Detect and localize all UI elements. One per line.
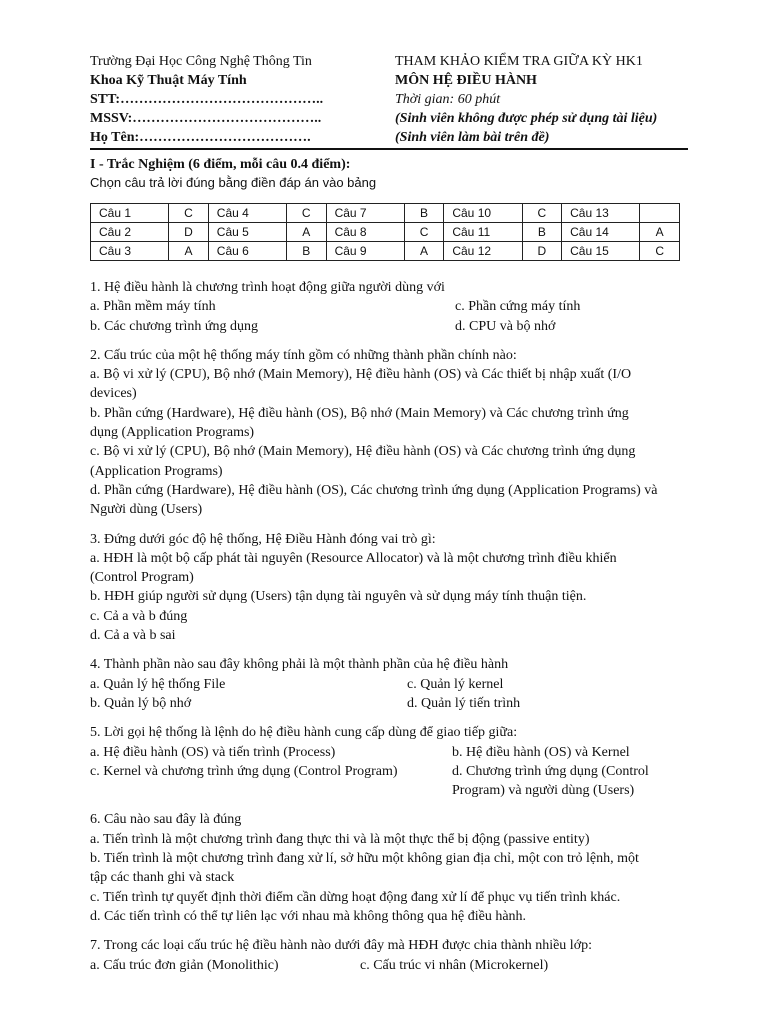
section-title: I - Trắc Nghiệm (6 điểm, mỗi câu 0.4 điểm):: [90, 157, 351, 172]
question-stem: 7. Trong các loại cấu trúc hệ điều hành nào dưới đây mà HĐH được chia thành nhiều lớp:: [90, 938, 592, 954]
exam-info: [395, 52, 715, 147]
question-number-cell: Câu 12: [444, 242, 522, 261]
answer-option: Người dùng (Users): [90, 502, 203, 518]
answer-cell: B: [286, 242, 326, 261]
question-number-cell: Câu 11: [444, 223, 522, 242]
answer-option: a. Quản lý hệ thống File: [90, 676, 226, 692]
question-number-cell: Câu 3: [91, 242, 169, 261]
question-stem: 1. Hệ điều hành là chương trình hoạt động giữa người dùng với: [90, 280, 445, 295]
question-number-cell: Câu 6: [208, 242, 286, 261]
question-number-cell: Câu 13: [562, 204, 640, 223]
header-left-line: Khoa Kỹ Thuật Máy Tính: [90, 73, 247, 88]
answer-option: a. HĐH là một bộ cấp phát tài nguyên (Resource Allocator) và là một chương trình điều khiển: [90, 550, 617, 566]
question-block: [90, 936, 690, 975]
answer-option: [90, 781, 452, 800]
answer-option: b. Các chương trình ứng dụng: [90, 318, 258, 334]
header-divider: [90, 148, 688, 150]
answer-option: a. Hệ điều hành (OS) và tiến trình (Process): [90, 744, 336, 760]
question-block: [90, 810, 690, 926]
answer-option: devices): [90, 386, 137, 402]
answer-option: c. Cả a và b đúng: [90, 608, 188, 624]
section-header: [90, 156, 688, 192]
answer-option: b. Tiến trình là một chương trình đang xử lí, sở hữu một không gian địa chỉ, một con trỏ lệnh, một: [90, 851, 639, 867]
answer-table: [90, 203, 680, 261]
question-stem: 5. Lời gọi hệ thống là lệnh do hệ điều hành cung cấp dùng để giao tiếp giữa:: [90, 725, 518, 741]
answer-option: d. Các tiến trình có thể tự liên lạc với nhau mà không thông qua hệ điều hành.: [90, 908, 527, 924]
answer-option: b. HĐH giúp người sử dụng (Users) tận dụng tài nguyên và sử dụng máy tính thuận tiện.: [90, 589, 587, 605]
answer-option: d. Quản lý tiến trình: [407, 695, 521, 711]
answer-option-row: [90, 743, 690, 762]
header-right-line: Thời gian: 60 phút: [395, 92, 501, 107]
answer-option: Program) và người dùng (Users): [452, 783, 635, 799]
answer-option: a. Tiến trình là một chương trình đang thực thi và là một thực thể bị động (passive entity): [90, 831, 590, 847]
answer-option: dụng (Application Programs): [90, 425, 255, 441]
answer-cell: C: [640, 242, 680, 261]
answer-option-row: [90, 297, 690, 316]
question-block: [90, 655, 690, 713]
answer-option: d. Chương trình ứng dụng (Control: [452, 763, 649, 779]
header-right-line: (Sinh viên làm bài trên đề): [395, 130, 550, 145]
question-block: [90, 346, 690, 520]
answer-cell: D: [169, 223, 209, 242]
question-number-cell: Câu 15: [562, 242, 640, 261]
header-right-line: (Sinh viên không được phép sử dụng tài liệu): [395, 111, 658, 126]
question-block: [90, 278, 690, 336]
answer-option: c. Cấu trúc vi nhân (Microkernel): [360, 957, 549, 973]
header-right-line: MÔN HỆ ĐIỀU HÀNH: [395, 73, 537, 88]
question-number-cell: Câu 2: [91, 223, 169, 242]
question-number-cell: Câu 1: [91, 204, 169, 223]
answer-option: (Control Program): [90, 570, 194, 586]
answer-table-row: [91, 204, 680, 223]
answer-cell: B: [404, 204, 444, 223]
school-info: [90, 52, 390, 147]
answer-option: b. Phần cứng (Hardware), Hệ điều hành (OS), Bộ nhớ (Main Memory) và Các chương trình ứng: [90, 405, 629, 421]
question-block: [90, 723, 690, 800]
question-stem: 3. Đứng dưới góc độ hệ thống, Hệ Điều Hành đóng vai trò gì:: [90, 531, 436, 547]
question-number-cell: Câu 14: [562, 223, 640, 242]
section-instruction: Chọn câu trả lời đúng bằng điền đáp án vào bảng: [90, 175, 377, 190]
answer-option-row: [90, 781, 690, 800]
question-number-cell: Câu 10: [444, 204, 522, 223]
answer-cell: A: [169, 242, 209, 261]
answer-option: c. Quản lý kernel: [407, 676, 504, 692]
question-number-cell: Câu 4: [208, 204, 286, 223]
answer-cell: [640, 204, 680, 223]
header-left-line: MSSV:…………………………………..: [90, 111, 322, 126]
exam-header: [90, 52, 688, 144]
answer-table-row: [91, 223, 680, 242]
answer-cell: C: [404, 223, 444, 242]
answer-option: d. CPU và bộ nhớ: [455, 318, 556, 334]
question-stem: 6. Câu nào sau đây là đúng: [90, 812, 242, 828]
answer-option: (Application Programs): [90, 463, 223, 479]
answer-option: c. Bộ vi xử lý (CPU), Bộ nhớ (Main Memory), Hệ điều hành (OS) và Các chương trình ứng dụng: [90, 444, 636, 460]
answer-option: d. Cả a và b sai: [90, 628, 176, 644]
answer-option: c. Kernel và chương trình ứng dụng (Control Program): [90, 763, 398, 779]
answer-cell: C: [169, 204, 209, 223]
answer-option: c. Tiến trình tự quyết định thời điểm cần dừng hoạt động đang xử lí để phục vụ tiến trình khác.: [90, 889, 621, 905]
answer-cell: D: [522, 242, 562, 261]
question-number-cell: Câu 5: [208, 223, 286, 242]
answer-option: a. Bộ vi xử lý (CPU), Bộ nhớ (Main Memory), Hệ điều hành (OS) và Các thiết bị nhập xuất (I/O: [90, 367, 632, 383]
answer-option: a. Phần mềm máy tính: [90, 299, 216, 315]
answer-cell: A: [640, 223, 680, 242]
answer-option-row: [90, 694, 690, 713]
question-number-cell: Câu 8: [326, 223, 404, 242]
question-list: [90, 278, 690, 985]
answer-option-row: [90, 762, 690, 781]
header-left-line: STT:……………………………………..: [90, 92, 324, 107]
answer-option: tập các thanh ghi và stack: [90, 870, 235, 886]
answer-option: a. Cấu trúc đơn giản (Monolithic): [90, 957, 279, 973]
question-block: [90, 530, 690, 646]
answer-table-row: [91, 242, 680, 261]
answer-cell: A: [286, 223, 326, 242]
question-stem: 4. Thành phần nào sau đây không phải là một thành phần của hệ điều hành: [90, 657, 509, 673]
answer-option: b. Quản lý bộ nhớ: [90, 695, 192, 711]
header-left-line: Trường Đại Học Công Nghệ Thông Tin: [90, 54, 312, 69]
answer-option: b. Hệ điều hành (OS) và Kernel: [452, 744, 630, 760]
question-number-cell: Câu 9: [326, 242, 404, 261]
answer-cell: A: [404, 242, 444, 261]
answer-option: d. Phần cứng (Hardware), Hệ điều hành (OS), Các chương trình ứng dụng (Application Programs) và: [90, 482, 658, 498]
header-left-line: Họ Tên:……………………………….: [90, 130, 311, 145]
question-number-cell: Câu 7: [326, 204, 404, 223]
question-stem: 2. Cấu trúc của một hệ thống máy tính gồm có những thành phần chính nào:: [90, 347, 517, 363]
answer-option: c. Phần cứng máy tính: [455, 299, 581, 315]
answer-option-row: [90, 317, 690, 336]
answer-option-row: [90, 675, 690, 694]
header-right-line: THAM KHẢO KIỂM TRA GIỮA KỲ HK1: [395, 54, 643, 69]
answer-cell: B: [522, 223, 562, 242]
answer-option-row: [90, 956, 690, 975]
answer-cell: C: [522, 204, 562, 223]
answer-cell: C: [286, 204, 326, 223]
